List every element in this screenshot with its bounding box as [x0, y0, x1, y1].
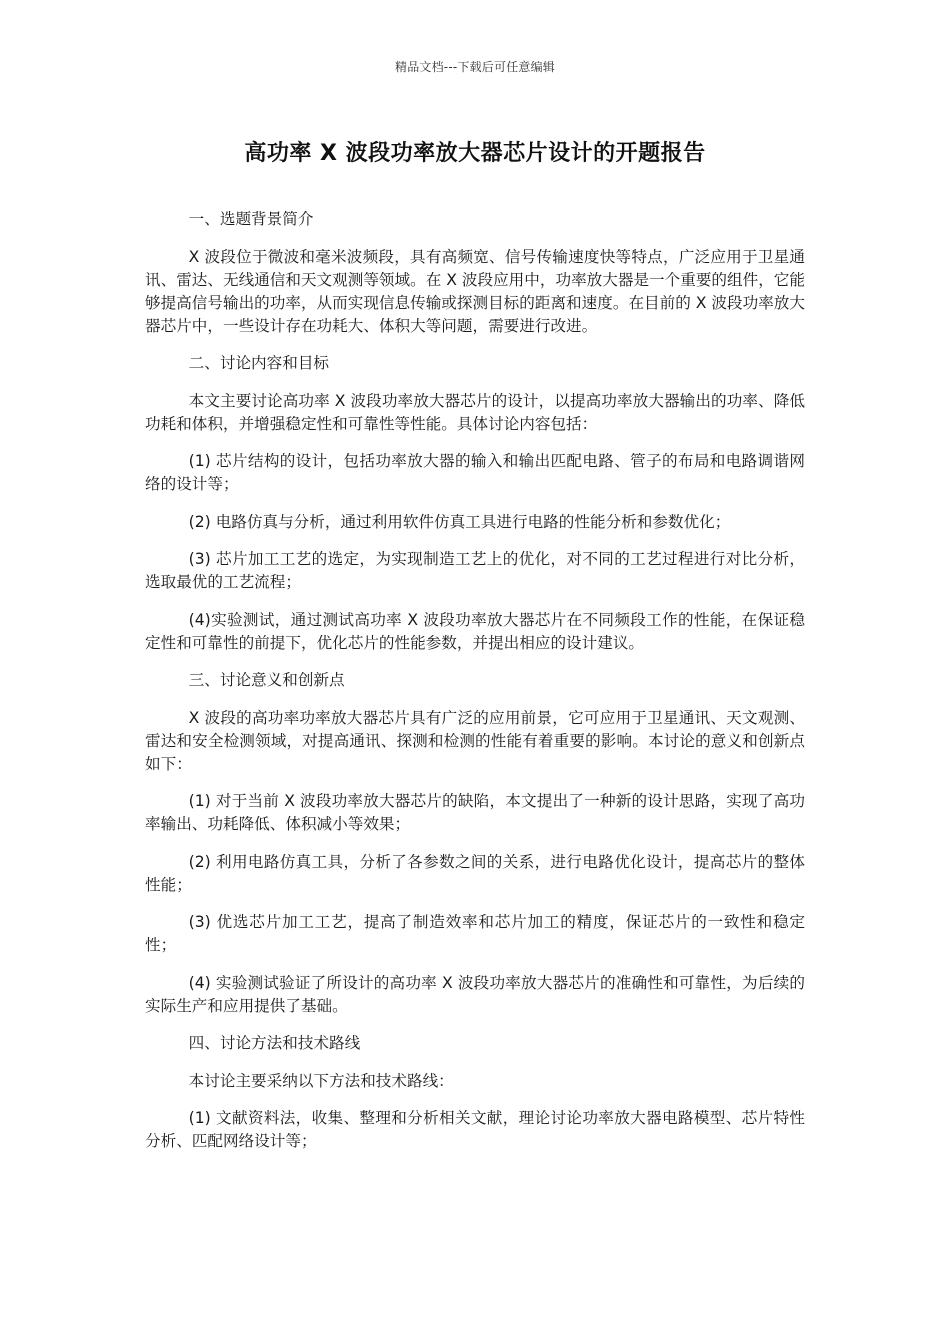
paragraph-methods-intro: 本讨论主要采纳以下方法和技术路线：: [188, 1071, 454, 1090]
paragraph-significance-intro: X 波段的高功率功率放大器芯片具有广泛的应用前景，它可应用于卫星通讯、天文观测、雷达和安全检测领域，对提高通讯、探测和检测的性能有着重要的影响。本讨论的意义和创新点如下：: [145, 708, 805, 773]
list-item-content-1: (1) 芯片结构的设计，包括功率放大器的输入和输出匹配电路、管子的布局和电路调谐网络的设计等；: [145, 452, 805, 493]
paragraph-content-intro: 本文主要讨论高功率 X 波段功率放大器芯片的设计，以提高功率放大器输出的功率、降低功耗和体积，并增强稳定性和可靠性等性能。具体讨论内容包括：: [145, 391, 805, 433]
list-item-methods-1: (1) 文献资料法，收集、整理和分析相关文献，理论讨论功率放大器电路模型、芯片特性分析、匹配网络设计等；: [145, 1109, 805, 1150]
paragraph-background: X 波段位于微波和毫米波频段，具有高频宽、信号传输速度快等特点，广泛应用于卫星通讯、雷达、无线通信和天文观测等领域。在 X 波段应用中，功率放大器是一个重要的组件，它能够提高信号输出的功率，从而实现信息传输或探测目标的距离和速度。在目前的 X 波段功率放大器芯片中，一些设计存在功耗大、体积大等问题，需要进行改进。: [145, 247, 805, 335]
list-item-significance-4: (4) 实验测试验证了所设计的高功率 X 波段功率放大器芯片的准确性和可靠性，为后续的实际生产和应用提供了基础。: [145, 973, 805, 1015]
list-item-content-3: (3) 芯片加工工艺的选定，为实现制造工艺上的优化，对不同的工艺过程进行对比分析，选取最优的工艺流程；: [145, 550, 805, 591]
section-heading-methods: 四、讨论方法和技术路线: [188, 1034, 361, 1052]
section-heading-content-goals: 二、讨论内容和目标: [188, 354, 330, 372]
document-body: [145, 208, 805, 1168]
document-title: 高功率 X 波段功率放大器芯片设计的开题报告: [244, 141, 706, 166]
header-note: 精品文档---下载后可任意编辑: [395, 60, 555, 74]
list-item-significance-3: (3) 优选芯片加工工艺，提高了制造效率和芯片加工的精度，保证芯片的一致性和稳定性；: [145, 913, 805, 954]
list-item-content-4: (4)实验测试，通过测试高功率 X 波段功率放大器芯片在不同频段工作的性能，在保证稳定性和可靠性的前提下，优化芯片的性能参数，并提出相应的设计建议。: [145, 610, 805, 652]
list-item-significance-2: (2) 利用电路仿真工具，分析了各参数之间的关系，进行电路优化设计，提高芯片的整体性能；: [145, 852, 805, 894]
section-heading-background: 一、选题背景简介: [188, 210, 314, 228]
list-item-content-2: (2) 电路仿真与分析，通过利用软件仿真工具进行电路的性能分析和参数优化；: [188, 512, 731, 531]
section-heading-significance: 三、讨论意义和创新点: [188, 671, 345, 689]
list-item-significance-1: (1) 对于当前 X 波段功率放大器芯片的缺陷，本文提出了一种新的设计思路，实现了高功率输出、功耗降低、体积减小等效果；: [145, 792, 805, 833]
